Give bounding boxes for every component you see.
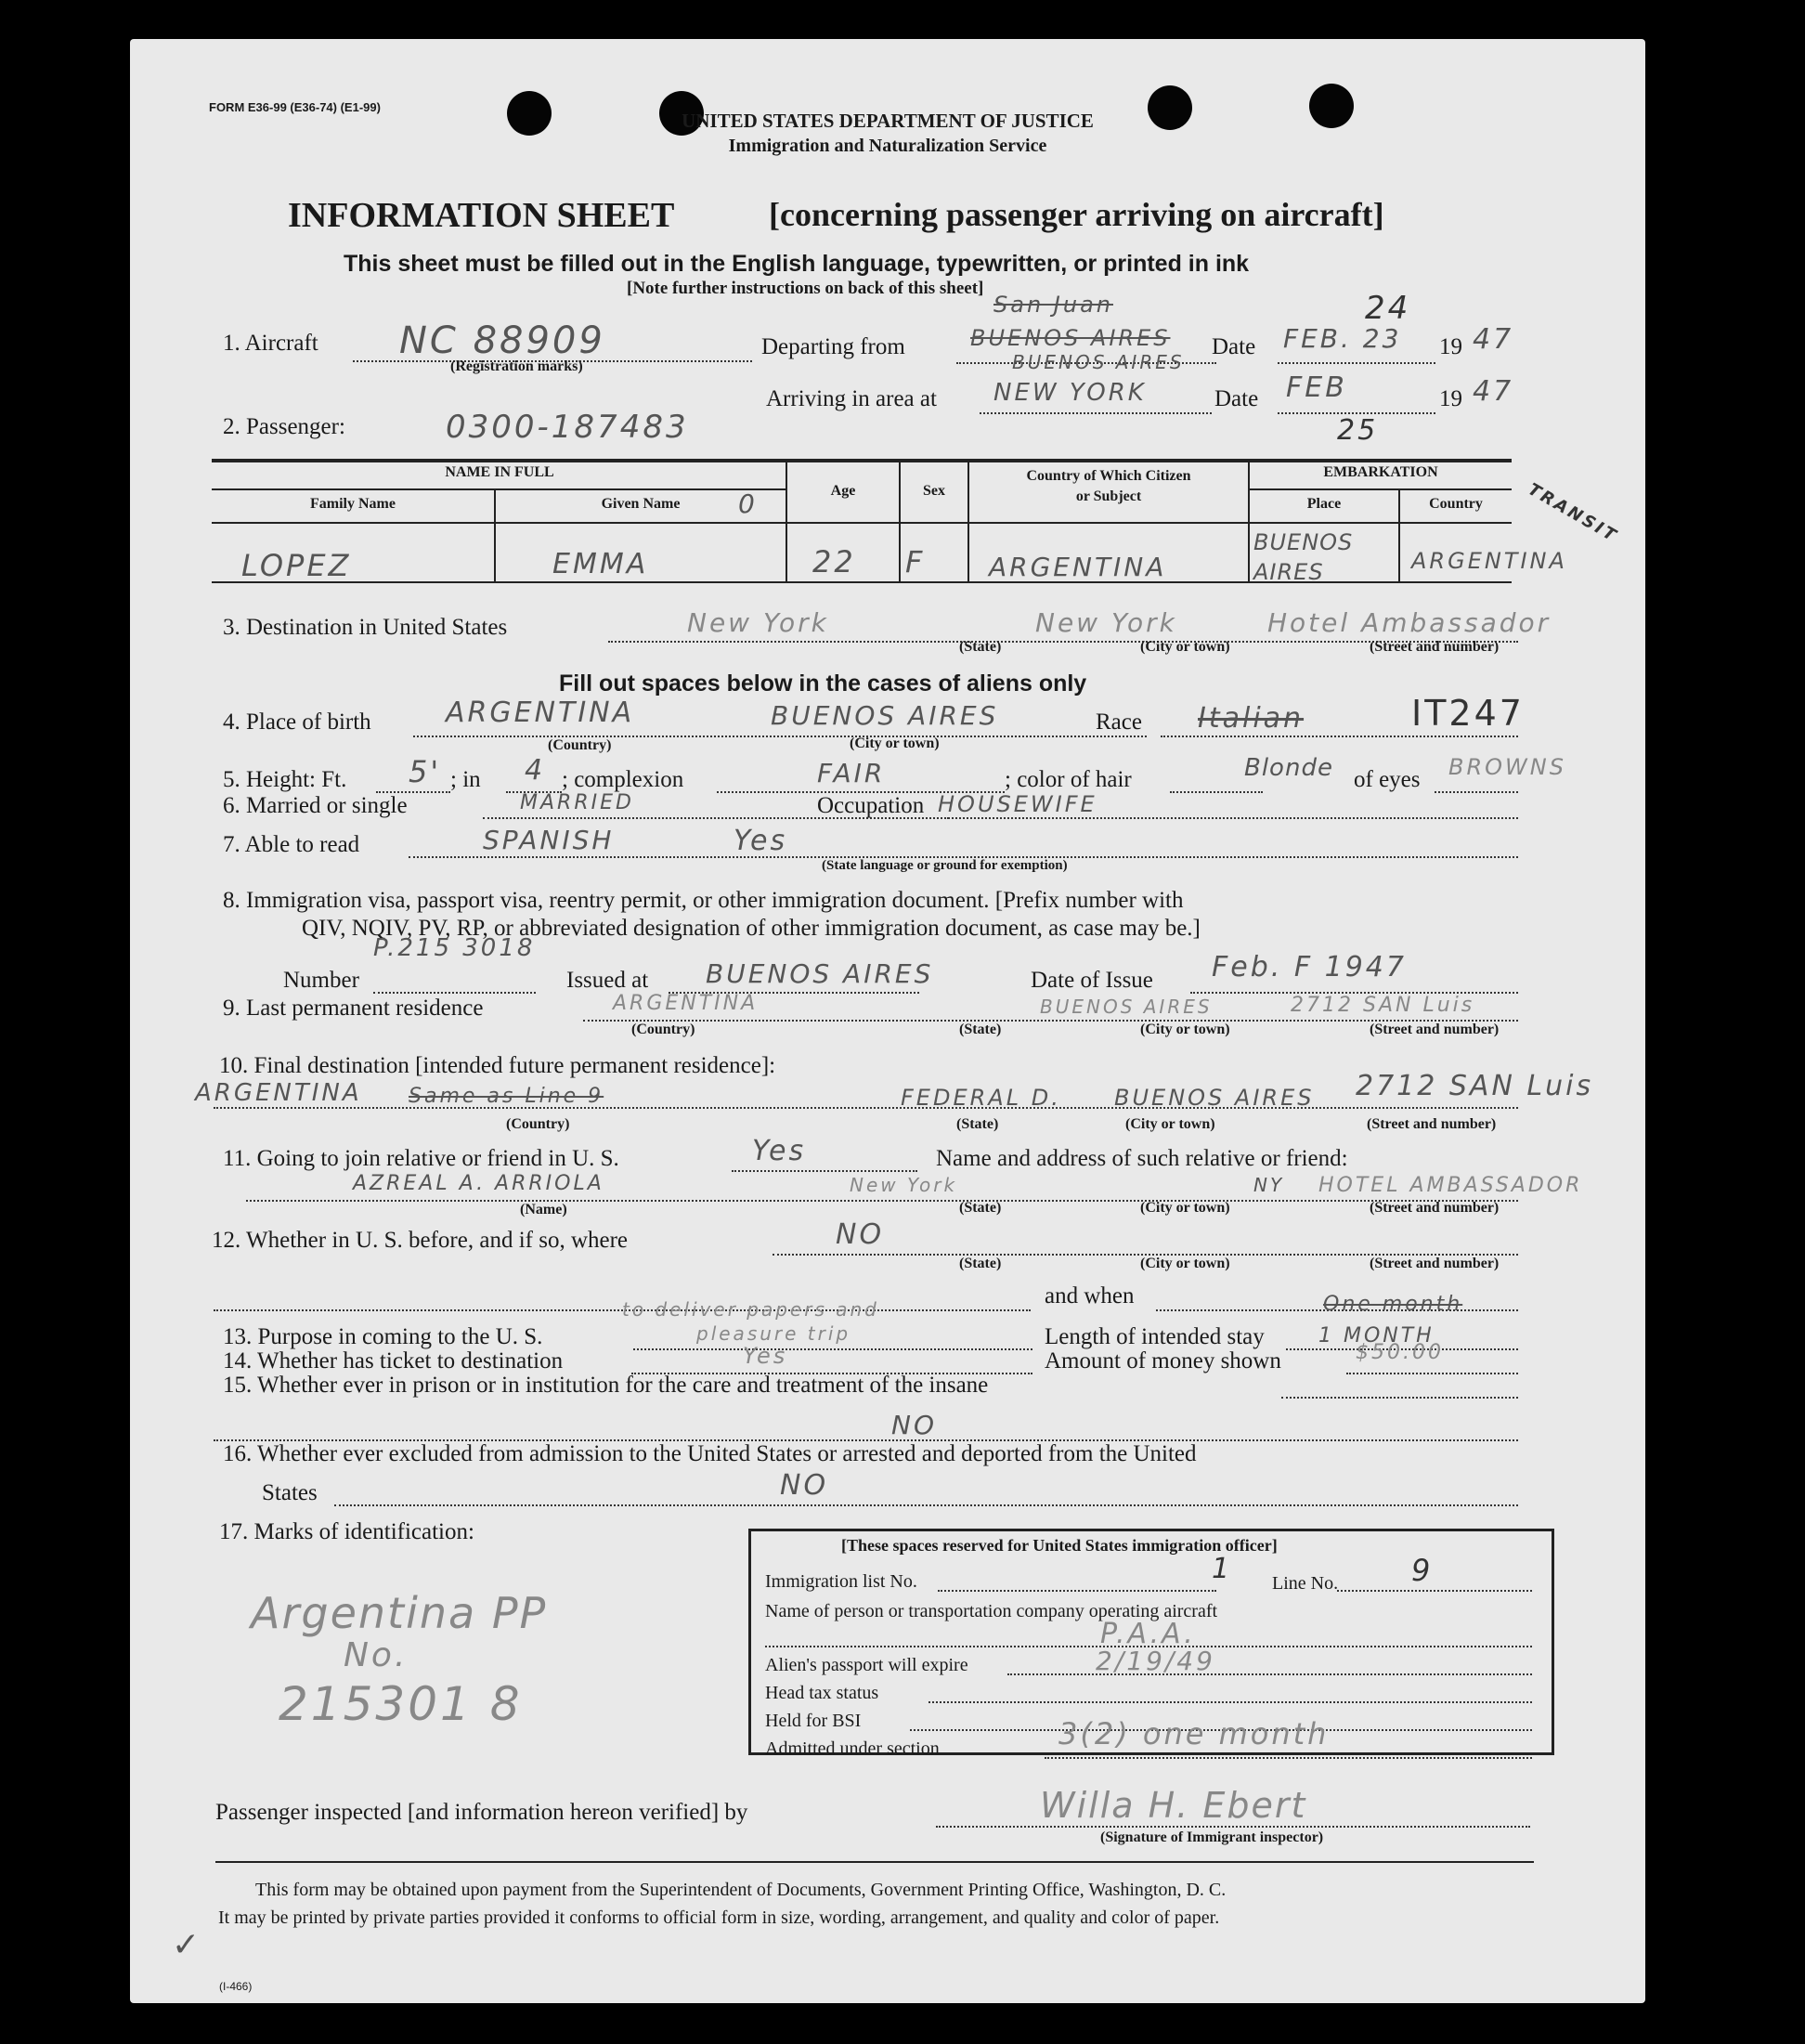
purpose-value-2: pleasure trip [696, 1322, 851, 1345]
depart-year-prefix: 19 [1439, 334, 1462, 359]
instruction-text: This sheet must be filled out in the English language, typewritten, or printed in ink [344, 251, 1250, 277]
last-residence-country: ARGENTINA [613, 992, 759, 1015]
footer-line-2: It may be printed by private parties provided it conforms to official form in size, wording, arrangement, and quality and color of paper. [218, 1907, 1220, 1928]
height-label: 5. Height: Ft. [223, 767, 347, 792]
q8-line1: 8. Immigration visa, passport visa, reentry permit, or other immigration document. [Prefix number with [223, 888, 1184, 913]
race-line [1161, 736, 1518, 737]
before-street-caption: (Street and number) [1370, 1256, 1500, 1271]
friend-name-value: AZREAL A. ARRIOLA [353, 1172, 604, 1195]
admitted-under-line [1045, 1757, 1532, 1759]
inspected-label: Passenger inspected [and information hereon verified] by [215, 1800, 748, 1825]
transport-co-label: Name of person or transportation company operating aircraft [765, 1601, 1218, 1621]
sex-value: F [905, 544, 926, 579]
name-in-full-header: NAME IN FULL [445, 464, 554, 480]
inspected-line [936, 1826, 1530, 1828]
depart-date-label: Date [1212, 334, 1256, 359]
departing-struck-value-2: BUENOS AIRES [970, 325, 1171, 351]
married-label: 6. Married or single [223, 793, 408, 818]
admitted-under-label: Admitted under section [765, 1738, 940, 1759]
friend-city-value: NY [1253, 1174, 1285, 1196]
birth-country-value: ARGENTINA [446, 697, 635, 729]
arrive-date-value: FEB [1286, 371, 1347, 404]
passport-expire-value: 2/19/49 [1096, 1646, 1215, 1676]
table-divider [899, 459, 901, 581]
final-city-caption: (City or town) [1125, 1116, 1215, 1132]
given-name-mark: 0 [738, 488, 758, 519]
citizen-header-2: or Subject [1075, 488, 1142, 504]
departing-label: Departing from [761, 334, 905, 359]
birth-city-value: BUENOS AIRES [771, 700, 999, 731]
departing-struck-value: San Juan [993, 292, 1113, 318]
issued-at-value: BUENOS AIRES [706, 958, 934, 989]
ticket-value: Yes [743, 1343, 788, 1369]
date-of-issue-value: Feb. F 1947 [1212, 951, 1407, 983]
last-residence-street-caption: (Street and number) [1370, 1022, 1500, 1037]
check-mark-icon: ✓ [172, 1926, 201, 1964]
signature-caption: (Signature of Immigrant inspector) [1100, 1829, 1324, 1845]
stay-struck-value: One month [1323, 1293, 1463, 1316]
family-name-header: Family Name [310, 496, 396, 512]
purpose-line [633, 1348, 1032, 1350]
destination-label: 3. Destination in United States [223, 615, 508, 640]
registration-marks-caption: (Registration marks) [450, 358, 583, 374]
race-label: Race [1096, 710, 1142, 735]
purpose-label: 13. Purpose in coming to the U. S. [223, 1324, 543, 1349]
table-top-rule [212, 459, 1512, 462]
form-number: FORM E36-99 (E36-74) (E1-99) [209, 100, 381, 114]
friend-state-value: New York [850, 1174, 958, 1196]
given-name-value: EMMA [552, 548, 649, 580]
before-label: 12. Whether in U. S. before, and if so, where [212, 1228, 629, 1253]
money-line [1346, 1373, 1518, 1374]
page-title: INFORMATION SHEET [288, 196, 675, 235]
form-code: (I-466) [219, 1980, 253, 1993]
date-of-issue-label: Date of Issue [1031, 968, 1153, 993]
friend-street-caption: (Street and number) [1370, 1200, 1500, 1216]
occupation-value: HOUSEWIFE [938, 791, 1097, 817]
arrive-year-value: 47 [1473, 375, 1514, 408]
q8-line2: QIV, NQIV, PV, RP, or abbreviated designation of other immigration document, as case may be.] [302, 916, 1201, 941]
place-header: Place [1306, 496, 1342, 512]
final-country-caption: (Country) [506, 1116, 570, 1132]
friend-street-value: HOTEL AMBASSADOR [1318, 1174, 1583, 1197]
final-state-value: FEDERAL D. [901, 1085, 1061, 1111]
excluded-value: NO [780, 1469, 829, 1502]
join-line [732, 1170, 917, 1172]
eyes-label: of eyes [1354, 767, 1421, 792]
birth-line [413, 736, 1147, 737]
transport-co-value: P.A.A. [1100, 1618, 1196, 1650]
transit-stamp: TRANSIT [1524, 479, 1622, 547]
page-subtitle: [concerning passenger arriving on aircraft] [769, 196, 1384, 233]
citizen-value: ARGENTINA [989, 552, 1167, 582]
prison-value: NO [891, 1410, 937, 1440]
age-header: Age [830, 483, 856, 499]
sex-header: Sex [923, 483, 945, 499]
length-of-stay-label: Length of intended stay [1045, 1324, 1265, 1349]
arriving-value: NEW YORK [993, 379, 1147, 407]
eyes-value: BROWNS [1448, 754, 1566, 780]
number-line [373, 992, 536, 994]
excluded-label-1: 16. Whether ever excluded from admission to the United States or arrested and deported from the United [223, 1441, 1197, 1466]
line-no-value: 9 [1411, 1553, 1434, 1588]
friend-city-caption: (City or town) [1140, 1200, 1230, 1216]
instruction-note: [Note further instructions on back of this sheet] [627, 279, 984, 298]
last-residence-state-caption: (State) [959, 1022, 1002, 1037]
race-value: IT247 [1411, 693, 1525, 734]
prison-label: 15. Whether ever in prison or in institution for the care and treatment of the insane [223, 1373, 989, 1398]
departing-value: BUENOS AIRES [1012, 351, 1185, 373]
occupation-label: Occupation [817, 793, 925, 818]
read-value: SPANISH [483, 825, 615, 855]
friend-name-caption: (Name) [520, 1202, 567, 1217]
passenger-label: 2. Passenger: [223, 414, 345, 439]
join-value: Yes [752, 1135, 807, 1167]
embarkation-country-value: ARGENTINA [1411, 548, 1567, 574]
table-rule [212, 488, 787, 490]
imm-list-label: Immigration list No. [765, 1571, 917, 1592]
height-ft-value: 5' [409, 754, 442, 789]
destination-state-caption: (State) [959, 639, 1002, 655]
eyes-line [1435, 791, 1518, 793]
officer-box-heading: [These spaces reserved for United States immigration officer] [841, 1536, 1278, 1555]
height-in-label: ; in [450, 767, 481, 792]
embarkation-place-value: BUENOS AIRES [1253, 529, 1354, 585]
service-name: Immigration and Naturalization Service [728, 136, 1047, 156]
last-residence-city-caption: (City or town) [1140, 1022, 1230, 1037]
purpose-value-1: to deliver papers and [622, 1298, 879, 1321]
arrive-date-label: Date [1214, 386, 1259, 411]
before-value: NO [836, 1218, 885, 1251]
passenger-number: 0300-187483 [446, 409, 689, 446]
admitted-under-value: 3(2) one month [1058, 1716, 1330, 1751]
number-label: Number [283, 968, 359, 993]
excluded-label-2: States [262, 1480, 318, 1505]
complexion-value: FAIR [817, 758, 886, 788]
friend-state-caption: (State) [959, 1200, 1002, 1216]
head-tax-label: Head tax status [765, 1683, 879, 1703]
depart-date-correction: 24 [1365, 290, 1411, 327]
inspector-signature: Willa H. Ebert [1040, 1785, 1307, 1826]
last-residence-city: BUENOS AIRES [1040, 996, 1213, 1018]
last-residence-country-caption: (Country) [631, 1022, 695, 1037]
line-no-line [1337, 1590, 1532, 1592]
depart-year-value: 47 [1473, 323, 1514, 356]
prison-line [1281, 1397, 1518, 1399]
hair-label: ; color of hair [1005, 767, 1132, 792]
marks-value-1: Argentina PP [251, 1588, 548, 1638]
final-city-value: BUENOS AIRES [1114, 1085, 1315, 1111]
aircraft-value: NC 88909 [399, 319, 605, 362]
department-name: UNITED STATES DEPARTMENT OF JUSTICE [682, 110, 1094, 132]
state-language-caption: (State language or ground for exemption) [822, 858, 1068, 873]
money-value: $50.00 [1356, 1341, 1444, 1364]
final-destination-label: 10. Final destination [intended future permanent residence]: [219, 1053, 776, 1078]
read-label: 7. Able to read [223, 832, 360, 857]
last-residence-label: 9. Last permanent residence [223, 996, 484, 1021]
marks-value-2: No. [344, 1636, 409, 1674]
footer-rule [215, 1861, 1534, 1863]
ticket-label: 14. Whether has ticket to destination [223, 1348, 564, 1374]
imm-list-value: 1 [1212, 1553, 1233, 1585]
table-rule [212, 522, 1512, 524]
height-in-value: 4 [525, 754, 546, 787]
given-name-header: Given Name [601, 496, 681, 512]
arriving-line [980, 412, 1212, 414]
and-when-label: and when [1045, 1283, 1135, 1308]
destination-street-caption: (Street and number) [1370, 639, 1500, 655]
before-state-caption: (State) [959, 1256, 1002, 1271]
aliens-heading: Fill out spaces below in the cases of aliens only [559, 670, 1087, 697]
passport-expire-line [1007, 1673, 1532, 1675]
held-bsi-label: Held for BSI [765, 1711, 862, 1731]
final-country-value: ARGENTINA [195, 1079, 362, 1107]
destination-street: Hotel Ambassador [1267, 607, 1552, 638]
excluded-line [334, 1504, 1518, 1506]
birth-country-caption: (Country) [548, 737, 612, 753]
join-label: 11. Going to join relative or friend in U. S. [223, 1146, 619, 1171]
before-city-caption: (City or town) [1140, 1256, 1230, 1271]
marks-label: 17. Marks of identification: [219, 1519, 474, 1544]
hair-line [1170, 791, 1263, 793]
final-struck-value: Same as Line 9 [409, 1085, 604, 1108]
country-header: Country [1429, 496, 1483, 512]
stay-value: 1 MONTH [1318, 1324, 1435, 1347]
final-state-caption: (State) [956, 1116, 999, 1132]
passport-expire-label: Alien's passport will expire [765, 1655, 968, 1675]
depart-date-value: FEB. 23 [1283, 323, 1402, 354]
friend-line [246, 1200, 1518, 1202]
read-yes-value: Yes [734, 825, 788, 857]
line-no-label: Line No. [1272, 1573, 1339, 1594]
marks-value-3: 215301 8 [279, 1677, 523, 1731]
age-value: 22 [812, 544, 856, 579]
birth-city-caption: (City or town) [850, 736, 940, 751]
race-struck-value: Italian [1198, 702, 1305, 735]
family-name-value: LOPEZ [241, 548, 352, 583]
name-address-label: Name and address of such relative or friend: [936, 1146, 1348, 1171]
destination-state: New York [687, 607, 829, 638]
hair-value: Blonde [1244, 754, 1333, 782]
citizen-header-1: Country of Which Citizen [1026, 468, 1191, 484]
head-tax-line [928, 1701, 1532, 1703]
number-value: P.215 3018 [373, 934, 536, 962]
arrive-date-correction: 25 [1337, 414, 1379, 447]
money-label: Amount of money shown [1045, 1348, 1281, 1374]
final-street-value: 2712 SAN Luis [1356, 1070, 1594, 1102]
last-residence-street: 2712 SAN Luis [1291, 994, 1475, 1017]
arrive-year-prefix: 19 [1439, 386, 1462, 411]
issued-at-label: Issued at [566, 968, 649, 993]
complexion-label: ; complexion [562, 767, 684, 792]
embarkation-header: EMBARKATION [1323, 464, 1438, 480]
imm-list-line [938, 1590, 1216, 1592]
destination-city-caption: (City or town) [1140, 639, 1230, 655]
married-value: MARRIED [520, 791, 634, 814]
birth-label: 4. Place of birth [223, 710, 371, 735]
destination-city: New York [1035, 607, 1177, 638]
document-sheet [130, 39, 1645, 2003]
depart-date-line [1278, 362, 1435, 364]
arriving-label: Arriving in area at [766, 386, 937, 411]
aircraft-label: 1. Aircraft [223, 331, 318, 356]
occupation-line [947, 817, 1518, 819]
table-rule [1248, 488, 1512, 490]
final-street-caption: (Street and number) [1367, 1116, 1497, 1132]
footer-line-1: This form may be obtained upon payment from the Superintendent of Documents, Government Printing Office, Washington, D. C. [255, 1880, 1227, 1900]
